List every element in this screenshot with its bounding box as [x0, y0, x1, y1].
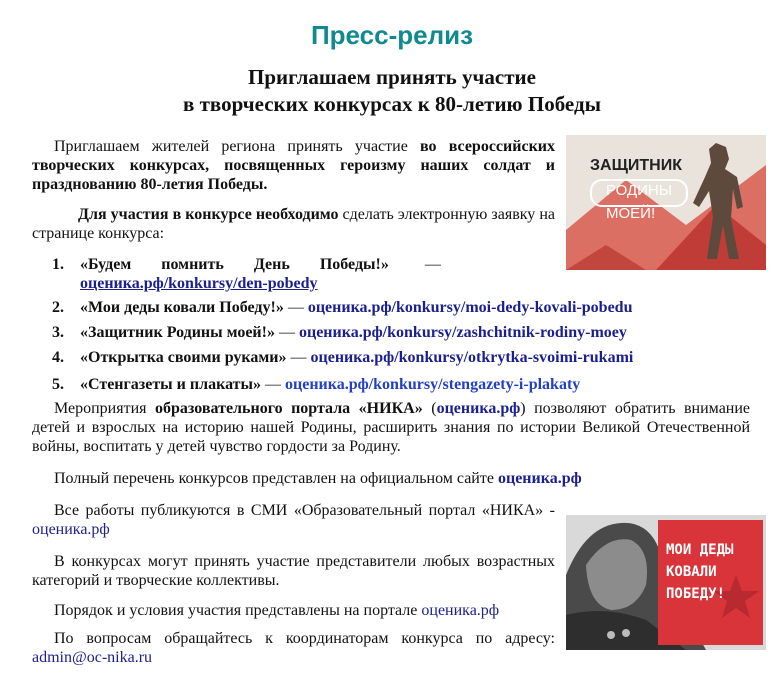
contest-link-5[interactable]: оценика.рф/konkursy/stengazety-i-plakaty: [285, 376, 581, 393]
poster2-line2: КОВАЛИ: [666, 564, 717, 580]
contest-name: «Мои деды ковали Победу!»: [80, 299, 284, 316]
publish-link[interactable]: оценика.рф: [32, 521, 110, 538]
contest-link-2[interactable]: оценика.рф/konkursy/moi-dedy-kovali-pobedu: [307, 299, 633, 316]
grandfathers-poster-image: [566, 515, 766, 650]
poster1-line1: ЗАЩИТНИК: [590, 157, 682, 174]
events-text-3: ) позволяют обратить внимание детей и взрослых на историю нашей Родины, расширить знания по истории Великой Отечественной войны, воспитать у детей чувство гордости за Родину.: [32, 400, 751, 455]
dash: —: [283, 299, 308, 316]
title-line-2: в творческих конкурсах к 80-летию Победы: [183, 92, 601, 116]
list-item: [52, 348, 692, 375]
dash: —: [274, 324, 299, 341]
list-item: [52, 323, 692, 348]
contact-text: По вопросам обращайтесь к координаторам конкурса по адресу:: [54, 630, 555, 647]
document-title: [0, 64, 784, 118]
poster1-line3: МОЕЙ!: [606, 205, 656, 222]
dash: —: [286, 349, 311, 366]
contest-link-3[interactable]: оценика.рф/konkursy/zashchitnik-rodiny-moey: [298, 324, 627, 341]
publish-text: Все работы публикуются в СМИ «Образовательный портал «НИКА» -: [54, 502, 555, 519]
dash: —: [261, 376, 285, 393]
contest-name: «Открытка своими руками»: [80, 349, 287, 366]
events-text-1: Мероприятия: [54, 400, 156, 417]
poster2-line1: МОИ ДЕДЫ: [666, 542, 734, 558]
intro-text: Приглашаем жителей региона принять участие: [54, 138, 420, 155]
events-paragraph: [32, 399, 750, 456]
list-number: 3.: [52, 324, 64, 341]
events-text-2: (: [422, 400, 437, 417]
contact-email-link[interactable]: admin@oc-nika.ru: [32, 649, 153, 666]
contest-link-1[interactable]: оценика.рф/konkursy/den-pobedy: [80, 275, 318, 292]
full-list-link[interactable]: оценика.рф: [497, 470, 582, 487]
intro-paragraph: [32, 137, 555, 194]
list-number: 2.: [52, 299, 64, 316]
order-text: Порядок и условия участия представлены на портале: [54, 602, 422, 619]
list-item: [52, 298, 692, 323]
list-item: [52, 255, 557, 293]
defender-poster-image: [566, 135, 766, 270]
contest-list-cont: [52, 298, 692, 400]
contest-name: «Стенгазеты и плакаты»: [80, 376, 261, 393]
contest-link-4[interactable]: оценика.рф/konkursy/otkrytka-svoimi-rukami: [310, 349, 634, 366]
full-list-text: Полный перечень конкурсов представлен на официальном сайте: [54, 470, 498, 487]
publish-paragraph: [32, 501, 555, 539]
participation-text: сделать электронную заявку на странице конкурса:: [32, 206, 556, 242]
contest-list: [52, 255, 557, 293]
contest-name: «Будем помнить День Победы!»: [80, 256, 389, 273]
full-list-paragraph: [32, 469, 750, 488]
order-link[interactable]: оценика.рф: [421, 602, 500, 619]
list-number: 5.: [52, 376, 64, 393]
participation-bold: Для участия в конкурсе необходимо: [78, 206, 339, 223]
events-bold: образовательного портала «НИКА»: [155, 400, 423, 417]
contest-name: «Защитник Родины моей!»: [80, 324, 275, 341]
poster1-line2: РОДИНЫ: [605, 182, 673, 199]
poster2-line3: ПОБЕДУ!: [666, 586, 726, 602]
list-number: 1.: [52, 256, 64, 273]
dash: —: [420, 256, 441, 273]
list-number: 4.: [52, 349, 64, 366]
participation-paragraph: [32, 205, 555, 243]
intro-bold: во всероссийских творческих конкурсах, посвященных героизму наших солдат и празднованию 80-летия Победы.: [32, 138, 556, 193]
contact-paragraph: [32, 629, 555, 667]
list-item: [52, 375, 692, 400]
poster2-text: [666, 539, 761, 605]
press-release-header: Пресс-релиз: [310, 20, 474, 50]
events-link[interactable]: оценика.рф: [436, 400, 521, 417]
title-line-1: Приглашаем принять участие: [248, 65, 536, 89]
order-paragraph: [32, 601, 555, 620]
who-paragraph: В конкурсах могут принять участие представители любых возрастных категорий и творческие коллективы.: [32, 553, 555, 589]
